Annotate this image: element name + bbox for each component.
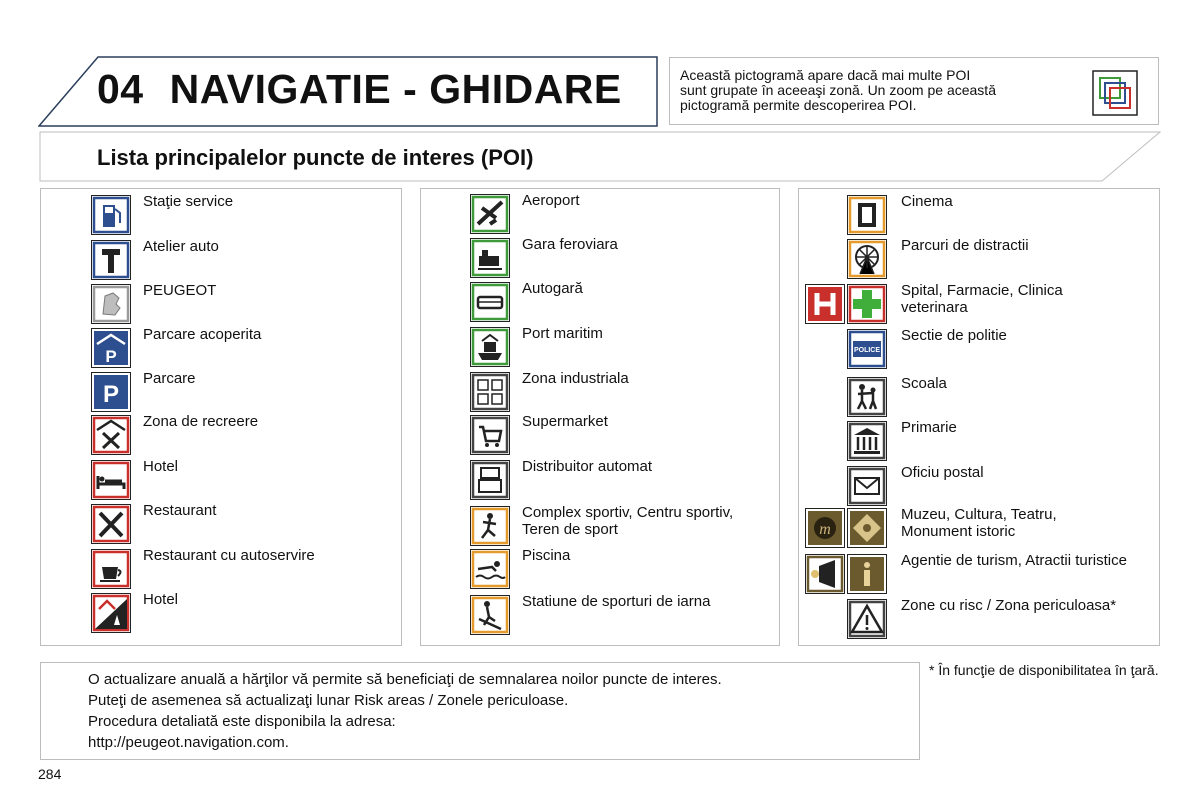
rest-area-icon: [91, 415, 131, 455]
parking-icon: [91, 372, 131, 412]
section-title: Lista principalelor puncte de interes (POI): [97, 145, 534, 170]
update-info-line: O actualizare anuală a hărţilor vă permite să beneficiaţi de semnalarea noilor puncte de interes.: [88, 671, 722, 688]
ferry-icon: [470, 327, 510, 367]
police-icon: [847, 329, 887, 369]
note-line: Această pictogramă apare dacă mai multe POI: [680, 67, 971, 83]
note-line: pictogramă permite descoperirea POI.: [680, 97, 917, 113]
envelope-icon: [847, 466, 887, 506]
poi-label: Port maritim: [522, 325, 603, 342]
chapter-name: NAVIGATIE - GHIDARE: [169, 66, 622, 112]
svg-text:P: P: [102, 381, 120, 408]
airplane-icon: [470, 194, 510, 234]
warning-triangle-icon: [847, 599, 887, 639]
poi-label: Distribuitor automat: [522, 458, 653, 475]
poi-label: Restaurant cu autoservire: [143, 547, 315, 564]
skiing-icon: [470, 595, 510, 635]
poi-label: Atelier auto: [143, 238, 219, 255]
garage-icon: [91, 240, 131, 280]
poi-label: PEUGEOT: [143, 282, 217, 299]
update-info-line: Procedura detaliată este disponibila la adresa:: [88, 713, 396, 730]
poi-label: Restaurant: [143, 502, 217, 519]
poi-label: Parcare acoperita: [143, 326, 262, 343]
poi-label: Complex sportiv, Centru sportiv,: [522, 504, 734, 521]
poi-label: Statiune de sporturi de iarna: [522, 593, 711, 610]
svg-text:POLICE: POLICE: [853, 347, 881, 354]
poi-label: Agentie de turism, Atractii turistice: [901, 552, 1127, 569]
poi-label: Supermarket: [522, 413, 608, 430]
poi-label: veterinara: [901, 299, 968, 316]
atm-icon: [470, 460, 510, 500]
poi-label: Teren de sport: [522, 521, 618, 538]
poi-label: Primarie: [901, 419, 957, 436]
pharmacy-cross-icon: [847, 284, 887, 324]
poi-label: Scoala: [901, 375, 947, 392]
poi-label: Sectie de politie: [901, 327, 1007, 344]
swimming-icon: [470, 549, 510, 589]
hospital-icon: [805, 284, 845, 324]
information-icon: [847, 554, 887, 594]
poi-label: Piscina: [522, 547, 571, 564]
page-number: 284: [38, 766, 62, 782]
ferris-wheel-icon: [847, 239, 887, 279]
school-icon: [847, 377, 887, 417]
update-info-url: http://peugeot.navigation.com.: [88, 734, 289, 751]
mountain-hotel-icon: [91, 593, 131, 633]
fuel-station-icon: [91, 195, 131, 235]
sport-icon: [470, 506, 510, 546]
poi-label: Muzeu, Cultura, Teatru,: [901, 506, 1057, 523]
town-hall-icon: [847, 421, 887, 461]
museum-icon: [805, 508, 845, 548]
monument-icon: [847, 508, 887, 548]
poi-label: Hotel: [143, 591, 179, 608]
peugeot-lion-icon: [91, 284, 131, 324]
industry-icon: [470, 372, 510, 412]
poi-label: Oficiu postal: [901, 464, 984, 481]
note-line: sunt grupate în aceeaşi zonă. Un zoom pe această: [680, 82, 996, 98]
availability-footnote: * În funcţie de disponibilitatea în ţară.: [929, 662, 1159, 678]
poi-label: Aeroport: [522, 192, 580, 209]
poi-label: Parcare: [143, 370, 196, 387]
poi-label: Spital, Farmacie, Clinica: [901, 282, 1063, 299]
coffee-cup-icon: [91, 549, 131, 589]
film-icon: [847, 195, 887, 235]
poi-label: Parcuri de distractii: [901, 237, 1029, 254]
poi-label: Cinema: [901, 193, 953, 210]
shopping-cart-icon: [470, 415, 510, 455]
train-icon: [470, 238, 510, 278]
fork-knife-icon: [91, 504, 131, 544]
poi-label: Hotel: [143, 458, 179, 475]
bus-icon: [470, 282, 510, 322]
poi-label: Zona de recreere: [143, 413, 259, 430]
poi-label: Zone cu risc / Zona periculoasa*: [901, 597, 1117, 614]
svg-text:P: P: [105, 347, 117, 366]
poi-label: Zona industriala: [522, 370, 629, 387]
poi-label: Autogară: [522, 280, 583, 297]
covered-parking-icon: [91, 328, 131, 368]
bed-icon: [91, 460, 131, 500]
chapter-number: 04: [97, 66, 144, 112]
attraction-icon: [805, 554, 845, 594]
update-info-line: Puteţi de asemenea să actualizaţi lunar Risk areas / Zonele periculoase.: [88, 692, 569, 709]
svg-text:m: m: [819, 521, 831, 538]
poi-label: Monument istoric: [901, 523, 1016, 540]
poi-label: Gara feroviara: [522, 236, 618, 253]
poi-label: Staţie service: [143, 193, 234, 210]
